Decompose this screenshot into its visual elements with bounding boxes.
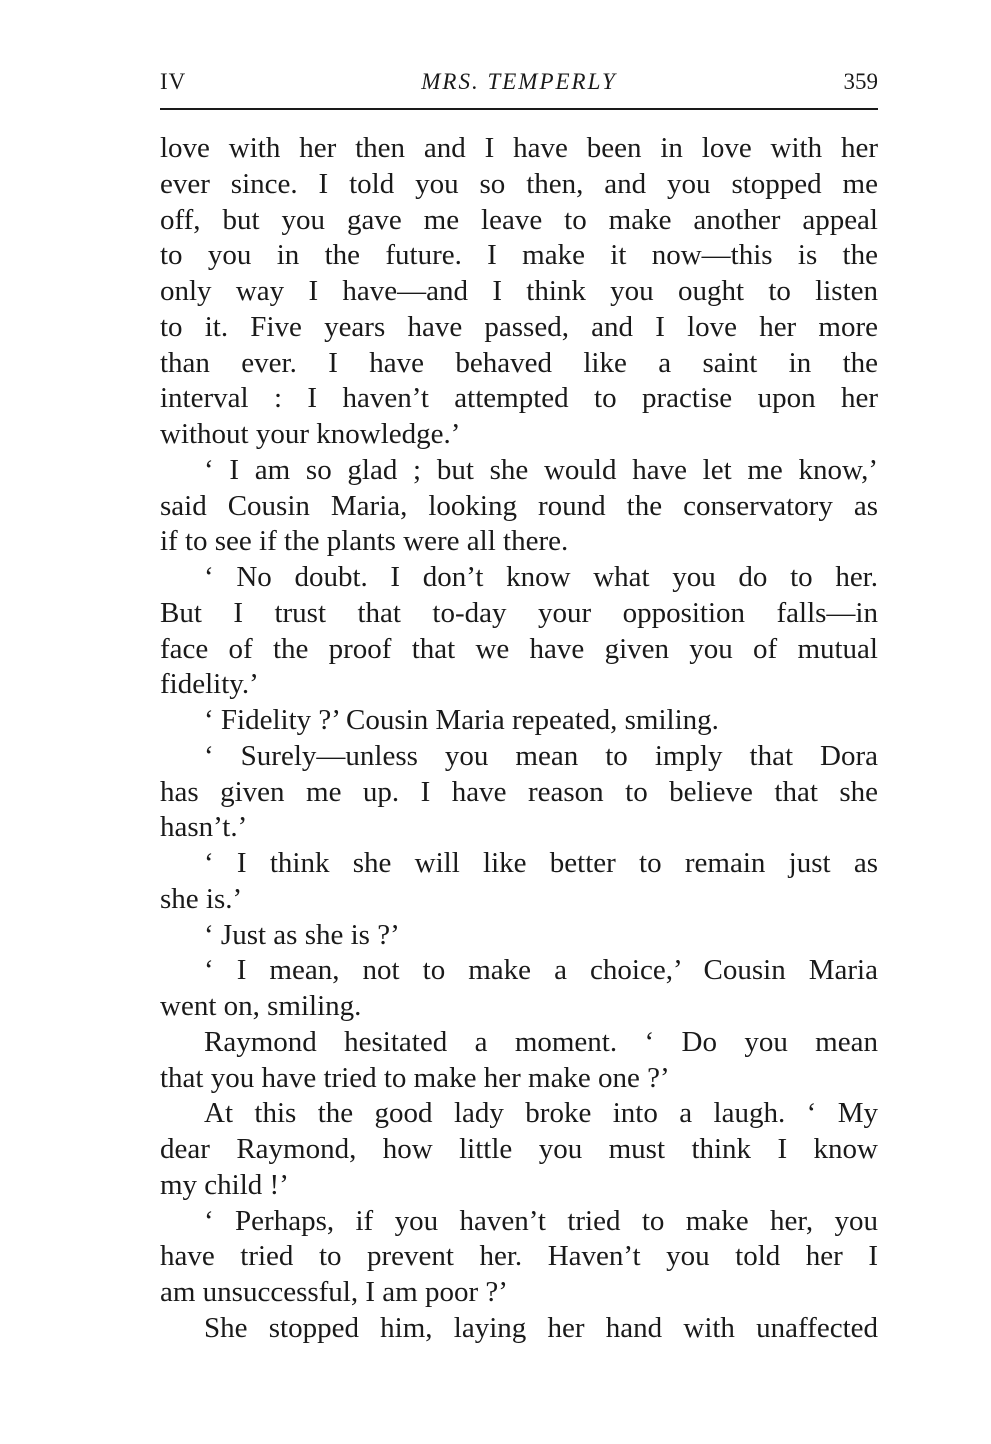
section-number: IV xyxy=(160,69,187,94)
text-line: ‘ No doubt. I don’t know what you do to her. xyxy=(204,561,878,593)
running-head xyxy=(160,66,878,98)
text-line: said Cousin Maria, looking round the conservatory as xyxy=(160,489,878,522)
text-line: fidelity.’ xyxy=(160,668,259,701)
text-line: She stopped him, laying her hand with unaffected xyxy=(204,1311,878,1344)
text-line: if to see if the plants were all there. xyxy=(160,525,569,558)
text-line: love with her then and I have been in love with her xyxy=(160,132,878,164)
text-line: interval : I haven’t attempted to practise upon her xyxy=(160,382,878,415)
text-line: my child !’ xyxy=(160,1168,289,1201)
text-line: went on, smiling. xyxy=(160,990,362,1022)
text-line: have tried to prevent her. Haven’t you told her I xyxy=(160,1240,878,1273)
text-line: to you in the future. I make it now—this is the xyxy=(160,239,878,272)
text-line: hasn’t.’ xyxy=(160,811,248,844)
text-line: ever since. I told you so then, and you stopped me xyxy=(160,167,878,200)
text-line: that you have tried to make her make one ?’ xyxy=(160,1061,670,1094)
text-line: to it. Five years have passed, and I love her more xyxy=(160,310,878,343)
text-line: ‘ Perhaps, if you haven’t tried to make her, you xyxy=(204,1204,878,1237)
text-line: ‘ I mean, not to make a choice,’ Cousin Maria xyxy=(204,954,878,987)
body-text xyxy=(160,131,878,1347)
text-line: Raymond hesitated a moment. ‘ Do you mean xyxy=(204,1025,878,1058)
running-title: MRS. TEMPERLY xyxy=(421,69,617,94)
text-line: ‘ I think she will like better to remain just as xyxy=(204,847,878,879)
text-line: At this the good lady broke into a laugh. ‘ My xyxy=(204,1097,878,1130)
text-line: am unsuccessful, I am poor ?’ xyxy=(160,1276,508,1308)
text-line: she is.’ xyxy=(160,882,243,915)
page-number: 359 xyxy=(843,69,878,94)
text-line: off, but you gave me leave to make another appeal xyxy=(160,203,878,236)
text-line: dear Raymond, how little you must think I know xyxy=(160,1133,878,1165)
text-line: than ever. I have behaved like a saint in the xyxy=(160,346,878,379)
text-line: ‘ Surely—unless you mean to imply that Dora xyxy=(204,739,878,772)
text-line: only way I have—and I think you ought to listen xyxy=(160,275,878,307)
text-line: ‘ I am so glad ; but she would have let me know,’ xyxy=(204,453,878,486)
text-line: without your knowledge.’ xyxy=(160,418,461,450)
text-line: has given me up. I have reason to believe that she xyxy=(160,775,878,808)
text-line: ‘ Just as she is ?’ xyxy=(204,918,400,951)
text-line: But I trust that to-day your opposition falls—in xyxy=(160,596,878,629)
text-line: face of the proof that we have given you of mutual xyxy=(160,632,878,665)
text-line: ‘ Fidelity ?’ Cousin Maria repeated, smiling. xyxy=(204,704,719,736)
header-rule xyxy=(160,108,878,110)
